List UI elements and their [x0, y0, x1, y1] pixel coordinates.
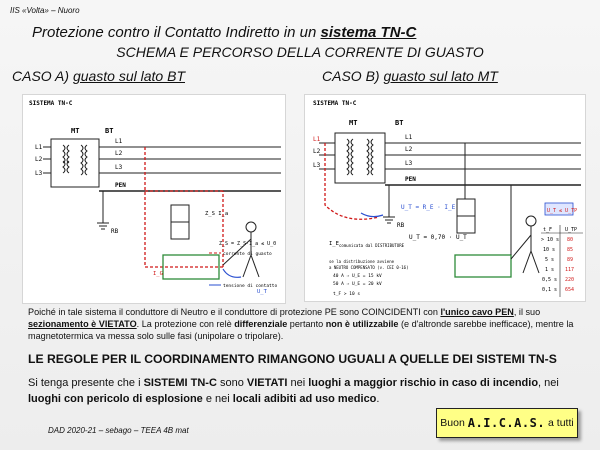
diagram-a-formula: Z_S = Z_S·I_a ≤ U_0	[219, 241, 277, 247]
table-row-3-t: 1 s	[545, 267, 555, 273]
diagram-b-rb: RB	[397, 222, 405, 229]
diagram-b-l1: L1	[405, 134, 413, 141]
note-5: nei	[287, 377, 309, 389]
table-row-1-u: 85	[567, 247, 574, 253]
person-b	[511, 216, 539, 273]
diagram-a-l3: L3	[115, 164, 123, 171]
fault-arrow-b	[361, 213, 383, 217]
para-text-9: (e d'altronde sarebbe inefficace), mentre la magnetotermica va messa solo sulle fasi (unipolare o tripolare).	[28, 319, 574, 341]
greeting-pre: Buon	[440, 417, 465, 429]
caso-a-prefix: CASO A)	[12, 68, 73, 84]
diagram-caso-b	[304, 94, 586, 302]
diagram-a-bt: BT	[105, 127, 114, 135]
note-9: e nei	[202, 393, 233, 405]
caso-a-label: guasto sul lato BT	[72, 68, 185, 84]
slide-title	[32, 24, 416, 41]
diagram-a-l3-left: L3	[35, 170, 43, 177]
note-esplosione: luoghi con pericolo di esplosione	[28, 393, 203, 405]
diagram-a-l1-left: L1	[35, 144, 43, 151]
diagram-b-ut-half: U_T = 0,70 · U_T	[409, 234, 467, 241]
diagram-b-svg	[305, 95, 585, 301]
diagram-a-l1: L1	[115, 138, 123, 145]
para-text-1: Poiché in tale sistema il conduttore di Neutro e il conduttore di protezione PE sono COINCIDENTI con	[28, 307, 441, 317]
para-unico-cavo: l'unico cavo PEN	[440, 307, 514, 317]
table-row-0-t: > 10 s	[541, 237, 560, 243]
note-tnc: SISTEMI TN-C	[143, 377, 217, 389]
diagram-b-l3-left: L3	[313, 162, 321, 169]
load-box-b	[455, 255, 511, 277]
table-head-utp: U_TP	[565, 227, 578, 233]
diagram-b-pen: PEN	[405, 176, 416, 183]
caso-b-label: guasto sul lato MT	[383, 68, 498, 84]
note-7: , nei	[538, 377, 559, 389]
table-row-2-u: 89	[567, 257, 574, 263]
legend-a-red: corrente di guasto	[223, 252, 272, 257]
diagram-a-rb: RB	[111, 228, 119, 235]
table-head-tf: t_F	[543, 227, 553, 233]
title-prefix: Protezione contro il Contatto Indiretto in un	[32, 24, 321, 41]
diagram-b-mt: MT	[349, 119, 358, 127]
diagram-b-table	[541, 225, 583, 297]
table-row-5-t: 0,1 s	[542, 287, 558, 293]
table-row-3-u: 117	[565, 267, 575, 273]
para-text-7: pertanto	[287, 319, 326, 329]
note-vietati: VIETATI	[246, 377, 288, 389]
diagram-b-title: SISTEMA TN-C	[313, 100, 357, 107]
diagram-a-svg	[23, 95, 285, 303]
note-3: sono	[216, 377, 247, 389]
table-row-5-u: 654	[565, 287, 575, 293]
note-incendio: luoghi a maggior rischio in caso di incendio	[308, 377, 539, 389]
diagram-b-formula: U_T = R_E · I_E	[401, 204, 456, 211]
diagram-a-lines	[43, 147, 281, 223]
diagram-a-ut: U_T	[257, 289, 267, 295]
caso-b-prefix: CASO B)	[322, 68, 384, 84]
diagram-a-mt: MT	[71, 127, 80, 135]
diagram-b-l1-left: L1	[313, 136, 321, 143]
caso-b-heading	[322, 68, 498, 84]
table-row-0-u: 80	[567, 237, 574, 243]
para-text-3: , il suo	[513, 307, 541, 317]
diagram-b-bt: BT	[395, 119, 404, 127]
diagram-a-pen: PEN	[115, 182, 126, 189]
para-differenziale: differenziale	[234, 319, 288, 329]
diagram-b-note2: a NEUTRO COMPENSATO (v. CEI 0-16)	[329, 265, 409, 270]
diagram-b-utbox: U_T ≤ U_TP	[547, 208, 578, 214]
diagram-caso-a	[22, 94, 286, 304]
diagram-b-tf: t_F > 10 s	[333, 292, 361, 297]
greeting-aicas: A.I.C.A.S.	[467, 416, 546, 430]
diagram-b-ie-desc: comunicata dal DISTRIBUTORE	[339, 243, 405, 248]
earth-rb-a	[97, 223, 109, 229]
diagram-a-ig: I_G	[153, 271, 163, 277]
diagram-b-ie: I_E	[329, 241, 339, 247]
greeting-box	[436, 408, 578, 438]
diagram-b-case1: 40 A ⇒ U_E = 15 kV	[333, 274, 382, 279]
legend-a-blue: tensione di contatto	[223, 284, 278, 289]
prohibition-note	[28, 375, 588, 407]
earth-rb-b	[383, 217, 395, 223]
para-sezionamento: sezionamento è VIETATO	[28, 319, 137, 329]
caso-a-heading	[12, 68, 185, 84]
diagram-b-l3: L3	[405, 160, 413, 167]
note-medico: locali adibiti ad uso medico	[232, 393, 377, 405]
diagram-b-case2: 50 A ⇒ U_E = 20 kV	[333, 282, 382, 287]
fault-path-a	[145, 147, 223, 267]
para-non-utilizzabile: non è utilizzabile	[325, 319, 399, 329]
touch-voltage-arrow-a	[223, 269, 241, 277]
transformer-a	[51, 139, 99, 187]
diagram-a-l2: L2	[115, 150, 123, 157]
footer-label: DAD 2020-21 – sebago – TEEA 4B mat	[48, 426, 189, 435]
slide-subtitle: SCHEMA E PERCORSO DELLA CORRENTE DI GUASTO	[116, 44, 484, 60]
school-label: IIS «Volta» – Nuoro	[10, 6, 80, 15]
diagram-a-zsia: Z_S I_a	[205, 211, 229, 217]
diagram-a-l2-left: L2	[35, 156, 43, 163]
table-row-4-u: 220	[565, 277, 575, 283]
diagram-b-l2: L2	[405, 146, 413, 153]
note-1: Si tenga presente che i	[28, 377, 144, 389]
table-row-4-t: 0,5 s	[542, 277, 558, 283]
title-system: sistema TN-C	[320, 24, 417, 41]
diagram-a-title: SISTEMA TN-C	[29, 100, 73, 107]
note-11: .	[376, 393, 380, 405]
table-row-1-t: 10 s	[543, 247, 556, 253]
explanation-paragraph	[28, 306, 588, 342]
diagram-b-l2-left: L2	[313, 148, 321, 155]
transformer-b	[335, 133, 385, 183]
para-text-5: . La protezione con relè	[136, 319, 235, 329]
diagram-b-note1: se la distribuzione avviene	[329, 259, 395, 264]
person-a	[223, 222, 259, 277]
table-row-2-t: 5 s	[545, 257, 555, 263]
coordination-rule: LE REGOLE PER IL COORDINAMENTO RIMANGONO UGUALI A QUELLE DEI SISTEMI TN-S	[28, 352, 557, 366]
greeting-post: a tutti	[548, 417, 574, 429]
